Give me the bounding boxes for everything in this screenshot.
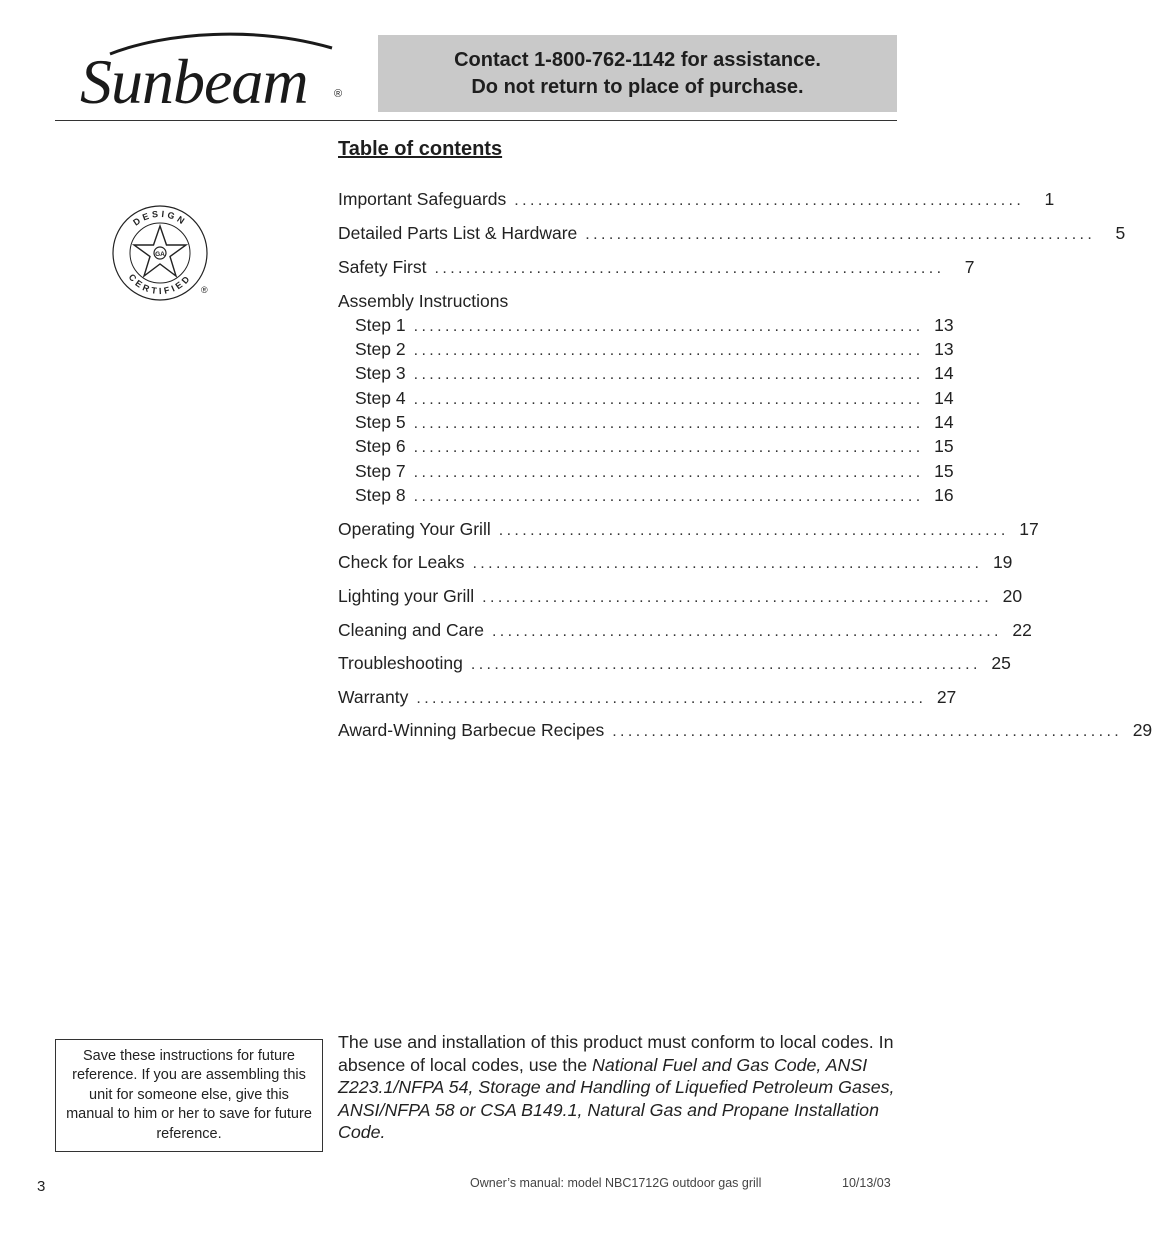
toc-entry-page: 16 <box>934 485 954 505</box>
toc-entry[interactable] <box>355 411 954 435</box>
toc-entry-page: 14 <box>934 412 954 432</box>
toc-entry-page: 17 <box>1019 519 1039 539</box>
toc-leader-dots: ................................................................. <box>413 342 924 359</box>
toc-leader-dots: ................................................................. <box>514 192 1025 209</box>
toc-entry[interactable] <box>338 518 1039 542</box>
toc-leader-dots: ................................................................. <box>413 415 924 432</box>
toc-entry-title: Important Safeguards <box>338 189 507 209</box>
toc-entry-title: Step 2 <box>355 339 406 359</box>
toc-entry-page: 29 <box>1132 720 1152 740</box>
toc-entry-title: Troubleshooting <box>338 653 463 673</box>
toc-leader-dots: ................................................................. <box>413 366 924 383</box>
toc-entry-page: 19 <box>992 552 1013 572</box>
logo-wordmark: Sunbeam <box>80 46 308 117</box>
toc-entry[interactable] <box>338 551 1013 575</box>
toc-leader-dots: ................................................................. <box>585 226 1096 243</box>
toc-entry-page: 25 <box>991 653 1011 673</box>
contact-banner <box>378 35 897 112</box>
toc-entry-page: 13 <box>934 315 954 335</box>
toc-entry-page: 7 <box>964 257 975 277</box>
footer-manual-title: Owner’s manual: model NBC1712G outdoor gas grill <box>470 1176 762 1190</box>
toc-leader-dots: ................................................................. <box>413 439 924 456</box>
badge-top-text: DESIGN <box>131 208 189 228</box>
toc-leader-dots: ................................................................. <box>491 623 1002 640</box>
toc-entry[interactable] <box>338 652 1011 676</box>
toc-entry-page: 27 <box>936 687 957 707</box>
toc-entry-page: 22 <box>1012 620 1032 640</box>
header-divider <box>55 120 897 121</box>
toc-section-title[interactable]: Assembly Instructions <box>338 291 509 311</box>
toc-leader-dots: ................................................................. <box>413 464 924 481</box>
toc-entry-title: Step 1 <box>355 315 406 335</box>
design-certified-badge-icon <box>108 204 220 302</box>
toc-leader-dots: ................................................................. <box>416 690 927 707</box>
toc-entry-page: 14 <box>934 363 954 383</box>
toc-entry-title: Warranty <box>338 687 409 707</box>
toc-leader-dots: ................................................................. <box>498 522 1009 539</box>
toc-entry-title: Step 6 <box>355 436 406 456</box>
toc-entry-page: 20 <box>1002 586 1023 606</box>
contact-line-1: Contact 1-800-762-1142 for assistance. <box>454 48 821 71</box>
toc-leader-dots: ................................................................. <box>413 391 924 408</box>
badge-registered-mark: ® <box>201 285 208 295</box>
toc-entry-title: Step 3 <box>355 363 406 383</box>
toc-heading: Table of contents <box>338 138 503 160</box>
toc-leader-dots: ................................................................. <box>612 723 1123 740</box>
toc-entry[interactable] <box>338 585 1023 609</box>
badge-bottom-text: CERTIFIED <box>126 272 194 297</box>
toc-entry-page: 1 <box>1044 189 1055 209</box>
save-instructions-notice <box>55 1039 323 1152</box>
toc-entry[interactable] <box>338 188 1055 212</box>
toc-entry[interactable] <box>338 222 1126 246</box>
toc-entry-title: Step 8 <box>355 485 406 505</box>
toc-entry-title: Step 7 <box>355 461 406 481</box>
footer-date: 10/13/03 <box>842 1176 891 1190</box>
toc-entry-title: Operating Your Grill <box>338 519 491 539</box>
toc-leader-dots: ................................................................. <box>413 488 924 505</box>
toc-entry[interactable] <box>355 435 954 459</box>
toc-entry-title: Award-Winning Barbecue Recipes <box>338 720 605 740</box>
toc-entry[interactable] <box>355 338 954 362</box>
toc-leader-dots: ................................................................. <box>470 656 981 673</box>
toc-entry-title: Detailed Parts List & Hardware <box>338 223 578 243</box>
codes-standards-text: National Fuel and Gas Code, ANSI Z223.1/NFPA 54, Storage and Handling of Liquefied Petroleum Gases, ANSI/NFPA 58 or CSA B149.1, Natural Gas and Propane Installation Code. <box>338 1054 895 1143</box>
toc-entry-page: 5 <box>1115 223 1126 243</box>
toc-leader-dots: ................................................................. <box>434 260 945 277</box>
page-number: 3 <box>37 1178 46 1195</box>
toc-entry[interactable] <box>338 719 1152 743</box>
toc-leader-dots: ................................................................. <box>472 555 983 572</box>
toc-entry[interactable] <box>338 686 957 710</box>
logo-registered-mark: ® <box>334 88 343 100</box>
toc-entry[interactable] <box>355 362 954 386</box>
toc-entry-title: Check for Leaks <box>338 552 465 572</box>
toc-entry[interactable] <box>338 256 975 280</box>
sunbeam-logo <box>76 28 356 120</box>
toc-entry-title: Lighting your Grill <box>338 586 475 606</box>
toc-entry-title: Cleaning and Care <box>338 620 484 640</box>
toc-entry-page: 13 <box>934 339 954 359</box>
toc-entry[interactable] <box>355 460 954 484</box>
toc-leader-dots: ................................................................. <box>482 589 993 606</box>
toc-entry-page: 14 <box>934 388 954 408</box>
codes-paragraph <box>338 1031 900 1144</box>
toc-entry[interactable] <box>355 314 954 338</box>
toc-entry-page: 15 <box>934 436 954 456</box>
toc-entry-title: Step 5 <box>355 412 406 432</box>
contact-line-2: Do not return to place of purchase. <box>471 75 804 98</box>
toc-entry-title: Step 4 <box>355 388 406 408</box>
badge-center-text: GA <box>155 251 165 258</box>
toc-leader-dots: ................................................................. <box>413 318 924 335</box>
codes-intro-text: The use and installation of this product must conform to local codes. In absence of local codes, use the <box>338 1032 894 1075</box>
toc-entry[interactable] <box>355 387 954 411</box>
toc-entry[interactable] <box>355 484 954 508</box>
save-instructions-text: Save these instructions for future reference. If you are assembling this unit for someone else, give this manual to him or her to save for future reference. <box>66 1047 312 1142</box>
toc-entry-title: Safety First <box>338 257 427 277</box>
svg-text:CERTIFIED <box>127 272 194 296</box>
toc-entry[interactable] <box>338 619 1032 643</box>
toc-entry-page: 15 <box>934 461 954 481</box>
